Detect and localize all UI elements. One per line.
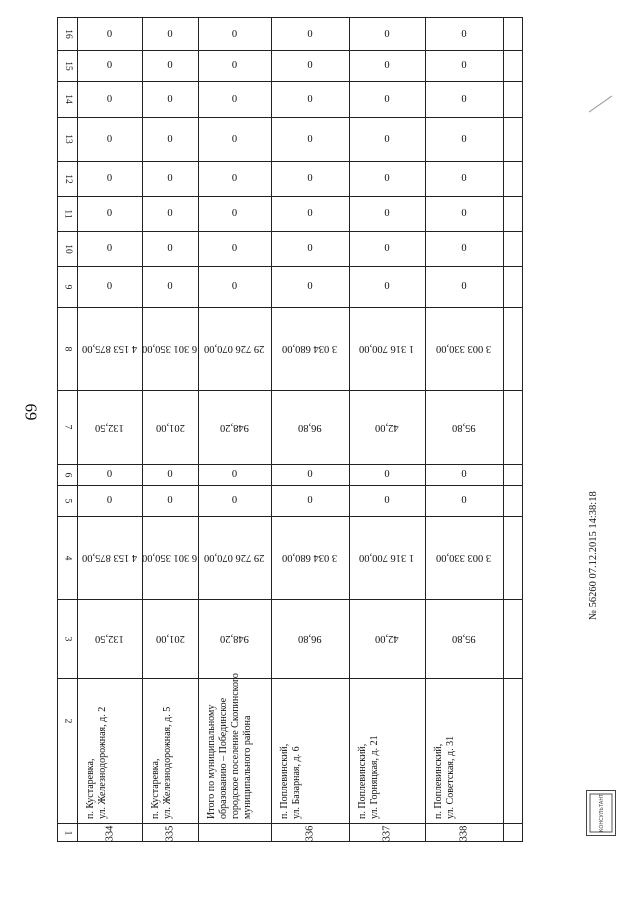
table-cell-text: 0 [384, 133, 390, 145]
table-cell-text: 0 [307, 173, 313, 184]
table-cell [77, 599, 142, 678]
column-number [58, 678, 77, 763]
address-line: ул. Горняцкая, д. 21 [369, 735, 380, 819]
row-number [77, 823, 142, 843]
address-line: городское поселение Скопинского [230, 673, 241, 819]
row-number [425, 823, 503, 843]
table-cell-text: 4 153 875,00 [81, 343, 138, 354]
table-cell [142, 81, 198, 117]
table-cell-text: 42,00 [375, 633, 399, 644]
table-cell-text: 0 [167, 173, 173, 184]
table-cell [142, 161, 198, 196]
table-cell [271, 18, 349, 50]
table-cell-text: 0 [384, 173, 390, 184]
row-number [198, 823, 271, 843]
column-number-text: 4 [62, 555, 73, 560]
address-line: образованию – Побединское [218, 697, 229, 819]
column-number-text: 10 [62, 243, 73, 254]
table-cell [77, 161, 142, 196]
column-number [58, 464, 77, 485]
table-cell [271, 266, 349, 307]
table-cell [142, 485, 198, 516]
table-cell-text: 0 [461, 60, 467, 71]
table-cell [425, 516, 503, 599]
table-cell-text: 0 [461, 281, 467, 292]
table-cell [142, 516, 198, 599]
page-number: 69 [21, 403, 41, 421]
table-cell-text: 4 153 875,00 [81, 552, 138, 563]
table-cell-text: 0 [307, 133, 313, 145]
table-cell-text: 95,80 [452, 633, 476, 644]
table-cell [425, 161, 503, 196]
row-number [349, 823, 425, 843]
table-cell-text: 0 [231, 133, 238, 145]
table-cell [77, 485, 142, 516]
table-cell-text: 0 [307, 243, 313, 254]
table-cell-text: 0 [167, 60, 173, 71]
table-cell-text: 42,00 [375, 421, 399, 433]
table-cell [425, 599, 503, 678]
table-cell [271, 231, 349, 266]
table-cell [349, 161, 425, 196]
table-cell-text: 0 [307, 469, 313, 480]
table-cell-text: 0 [307, 208, 313, 219]
address-line: ул. Базарная, д. 6 [291, 746, 302, 819]
column-number [58, 50, 77, 81]
table-cell [349, 117, 425, 161]
table-cell [349, 485, 425, 516]
table-cell [271, 390, 349, 464]
table-cell [77, 117, 142, 161]
logo-mark-icon [587, 791, 615, 835]
column-number-text: 8 [62, 346, 73, 351]
table-cell-text: 0 [461, 173, 467, 184]
table-cell [425, 50, 503, 81]
table-cell [77, 50, 142, 81]
table-cell-text: 95,80 [452, 421, 476, 433]
table-cell-text: 0 [231, 60, 238, 71]
table-cell-text: 0 [167, 243, 173, 254]
address-line: муниципального района [242, 715, 253, 819]
column-number-text: 14 [62, 94, 73, 104]
table-cell-text: 0 [106, 495, 113, 506]
table-cell-text: 0 [106, 469, 113, 480]
table-cell [198, 485, 271, 516]
address-line: п. Поплевинский, [279, 743, 290, 819]
address-line: п. Поплевинский, [433, 743, 444, 819]
table-cell [77, 266, 142, 307]
table-cell-text: 0 [384, 93, 390, 105]
table-cell [142, 599, 198, 678]
table-cell-text: 0 [106, 281, 113, 292]
table-cell [142, 307, 198, 390]
table-cell [198, 307, 271, 390]
address-cell [150, 707, 174, 819]
table-cell-text: 1 316 700,00 [359, 552, 415, 563]
table-cell-text: 0 [106, 173, 113, 184]
table-cell-text: 3 034 680,00 [282, 552, 338, 563]
table-cell [198, 18, 271, 50]
table-cell-text: 29 726 070,00 [204, 552, 265, 563]
table-cell-text: 0 [167, 495, 173, 506]
table-row-divider [503, 18, 504, 841]
row-number-text: 338 [458, 825, 470, 841]
table-cell [142, 18, 198, 50]
table-cell [271, 485, 349, 516]
address-line: ул. Железнодорожная, д. 2 [97, 706, 108, 819]
table-cell [425, 117, 503, 161]
table-cell [77, 81, 142, 117]
table-cell [198, 231, 271, 266]
table-cell-text: 0 [231, 93, 238, 105]
table-cell-text: 0 [384, 469, 390, 480]
table-cell [271, 516, 349, 599]
table-cell-text: 0 [231, 243, 238, 254]
column-number-text: 13 [62, 134, 73, 144]
column-number [58, 516, 77, 599]
table-cell [271, 599, 349, 678]
table-cell [425, 18, 503, 50]
table-cell [425, 464, 503, 485]
column-number [58, 18, 77, 50]
table-cell [142, 390, 198, 464]
table-column-divider [58, 678, 522, 679]
table-cell [198, 516, 271, 599]
table-cell-text: 0 [231, 495, 238, 506]
table-cell-text: 96,80 [298, 421, 322, 433]
table-cell [142, 50, 198, 81]
table-cell-text: 0 [384, 28, 390, 40]
table-cell-text: 96,80 [298, 633, 322, 644]
table-cell [77, 231, 142, 266]
table-cell [198, 599, 271, 678]
table-cell-text: 0 [106, 28, 113, 40]
column-number [58, 231, 77, 266]
table-cell-text: 0 [461, 28, 467, 40]
address-line: ул. Советская, д. 31 [445, 735, 456, 819]
table-cell [198, 266, 271, 307]
table-cell [349, 599, 425, 678]
table-cell-text: 0 [461, 208, 467, 219]
table-cell-text: 0 [307, 93, 313, 105]
table-cell-text: 0 [167, 28, 173, 40]
address-line: п. Поплевинский, [357, 743, 368, 819]
table-cell [77, 464, 142, 485]
table-cell [142, 196, 198, 231]
table-cell-text: 3 003 330,00 [436, 552, 492, 563]
table-cell [77, 307, 142, 390]
column-number-text: 6 [62, 472, 73, 477]
table-cell [271, 50, 349, 81]
table-cell-text: 0 [106, 208, 113, 219]
column-number-text: 12 [62, 173, 73, 184]
column-number [58, 81, 77, 117]
table-cell [142, 266, 198, 307]
table-cell-text: 201,00 [155, 633, 185, 644]
address-line: ул. Железнодорожная, д. 5 [162, 706, 173, 819]
table-cell-text: 0 [384, 243, 390, 254]
table-cell-text: 0 [167, 133, 173, 145]
table-cell [349, 266, 425, 307]
table-cell-text: 0 [461, 495, 467, 506]
table-cell-text: 132,50 [95, 633, 124, 644]
scan-mark [589, 96, 613, 113]
table-cell-text: 0 [106, 243, 113, 254]
table-cell-text: 0 [106, 60, 113, 71]
table-cell-text: 6 301 350,00 [142, 552, 198, 563]
table-cell [271, 81, 349, 117]
address-cell [279, 744, 303, 819]
table-cell-text: 0 [231, 469, 238, 480]
table-cell [425, 81, 503, 117]
table-cell [425, 231, 503, 266]
column-number [58, 390, 77, 464]
row-number [142, 823, 198, 843]
column-number [58, 599, 77, 678]
address-line: п. Кустаревка, [85, 758, 96, 819]
table-cell [425, 307, 503, 390]
table-cell-text: 0 [307, 495, 313, 506]
address-cell [85, 707, 109, 819]
address-line: Итого по муниципальному [206, 704, 217, 819]
table-cell-text: 6 301 350,00 [142, 343, 198, 354]
table-cell-text: 0 [167, 281, 173, 292]
column-number [58, 823, 77, 843]
table-cell [349, 81, 425, 117]
table-cell-text: 0 [231, 28, 238, 40]
column-number-text: 16 [62, 29, 73, 39]
table-cell-text: 0 [231, 208, 238, 219]
row-number-text: 334 [104, 825, 115, 841]
table-cell-text: 0 [106, 133, 113, 145]
row-number [271, 823, 349, 843]
table-cell [198, 196, 271, 231]
table-cell-text: 0 [461, 133, 467, 145]
table-cell-text: 0 [167, 469, 173, 480]
table-cell [77, 516, 142, 599]
table-cell [271, 117, 349, 161]
column-number-text: 11 [62, 208, 73, 219]
column-number [58, 196, 77, 231]
table-cell-text: 0 [384, 495, 390, 506]
table-cell-text: 0 [307, 28, 313, 40]
column-number [58, 266, 77, 307]
table-cell [271, 307, 349, 390]
table-cell-text: 0 [461, 469, 467, 480]
table-cell-text: 201,00 [155, 421, 185, 433]
table-cell [349, 18, 425, 50]
table-cell-text: 3 003 330,00 [436, 343, 492, 354]
table-cell-text: 0 [384, 60, 390, 71]
column-number-text: 2 [62, 718, 73, 723]
address-cell [206, 673, 254, 819]
table-cell [77, 390, 142, 464]
column-number-text: 7 [62, 424, 73, 430]
address-cell [433, 736, 457, 819]
logo-text: КОНСУЛЬТАНТ [599, 793, 605, 833]
table-cell-text: 132,50 [95, 421, 124, 433]
table-cell [271, 196, 349, 231]
address-line: п. Кустаревка, [150, 758, 161, 819]
table-cell [142, 464, 198, 485]
table-cell [425, 196, 503, 231]
table-cell [198, 50, 271, 81]
table-cell-text: 0 [231, 173, 238, 184]
column-number-text: 9 [62, 284, 73, 289]
column-number [58, 161, 77, 196]
table-cell-text: 0 [167, 208, 173, 219]
table-cell [198, 390, 271, 464]
table-cell [142, 231, 198, 266]
table-cell [271, 161, 349, 196]
table-cell-text: 948,20 [220, 421, 249, 433]
table-cell [349, 390, 425, 464]
table-cell [349, 231, 425, 266]
table-cell [349, 196, 425, 231]
table-cell-text: 0 [106, 93, 113, 105]
table-cell-text: 0 [167, 93, 173, 105]
table-cell [198, 464, 271, 485]
data-table [57, 17, 523, 842]
document-stamp: № 56260 07.12.2015 14:38:18 [588, 491, 599, 620]
table-cell-text: 0 [384, 281, 390, 292]
table-cell-text: 0 [307, 281, 313, 292]
table-cell [349, 307, 425, 390]
consultant-logo [586, 790, 616, 836]
table-cell [77, 196, 142, 231]
table-cell [142, 117, 198, 161]
table-cell [425, 390, 503, 464]
table-cell [349, 464, 425, 485]
table-cell [198, 117, 271, 161]
table-cell-text: 0 [231, 281, 238, 292]
column-number-text: 5 [62, 498, 73, 503]
table-cell-text: 0 [461, 93, 467, 105]
table-cell [271, 464, 349, 485]
table-cell [349, 50, 425, 81]
table-cell [425, 266, 503, 307]
table-cell [77, 18, 142, 50]
row-number-text: 335 [164, 825, 176, 841]
table-cell [198, 81, 271, 117]
table-cell-text: 0 [384, 208, 390, 219]
column-number-text: 3 [62, 636, 73, 641]
table-cell-text: 3 034 680,00 [282, 343, 338, 354]
column-number-text: 15 [62, 60, 73, 71]
row-number-text: 337 [381, 825, 393, 841]
table-cell-text: 948,20 [220, 633, 249, 644]
column-number [58, 485, 77, 516]
column-number [58, 117, 77, 161]
column-number-text: 1 [62, 830, 73, 836]
table-cell [198, 161, 271, 196]
table-cell-text: 1 316 700,00 [359, 343, 415, 354]
table-cell-text: 0 [307, 60, 313, 71]
row-number-text: 336 [304, 825, 316, 841]
column-number [58, 307, 77, 390]
address-cell [357, 735, 381, 819]
table-cell-text: 0 [461, 243, 467, 254]
table-cell [425, 485, 503, 516]
table-cell-text: 29 726 070,00 [204, 343, 265, 354]
table-cell [349, 516, 425, 599]
